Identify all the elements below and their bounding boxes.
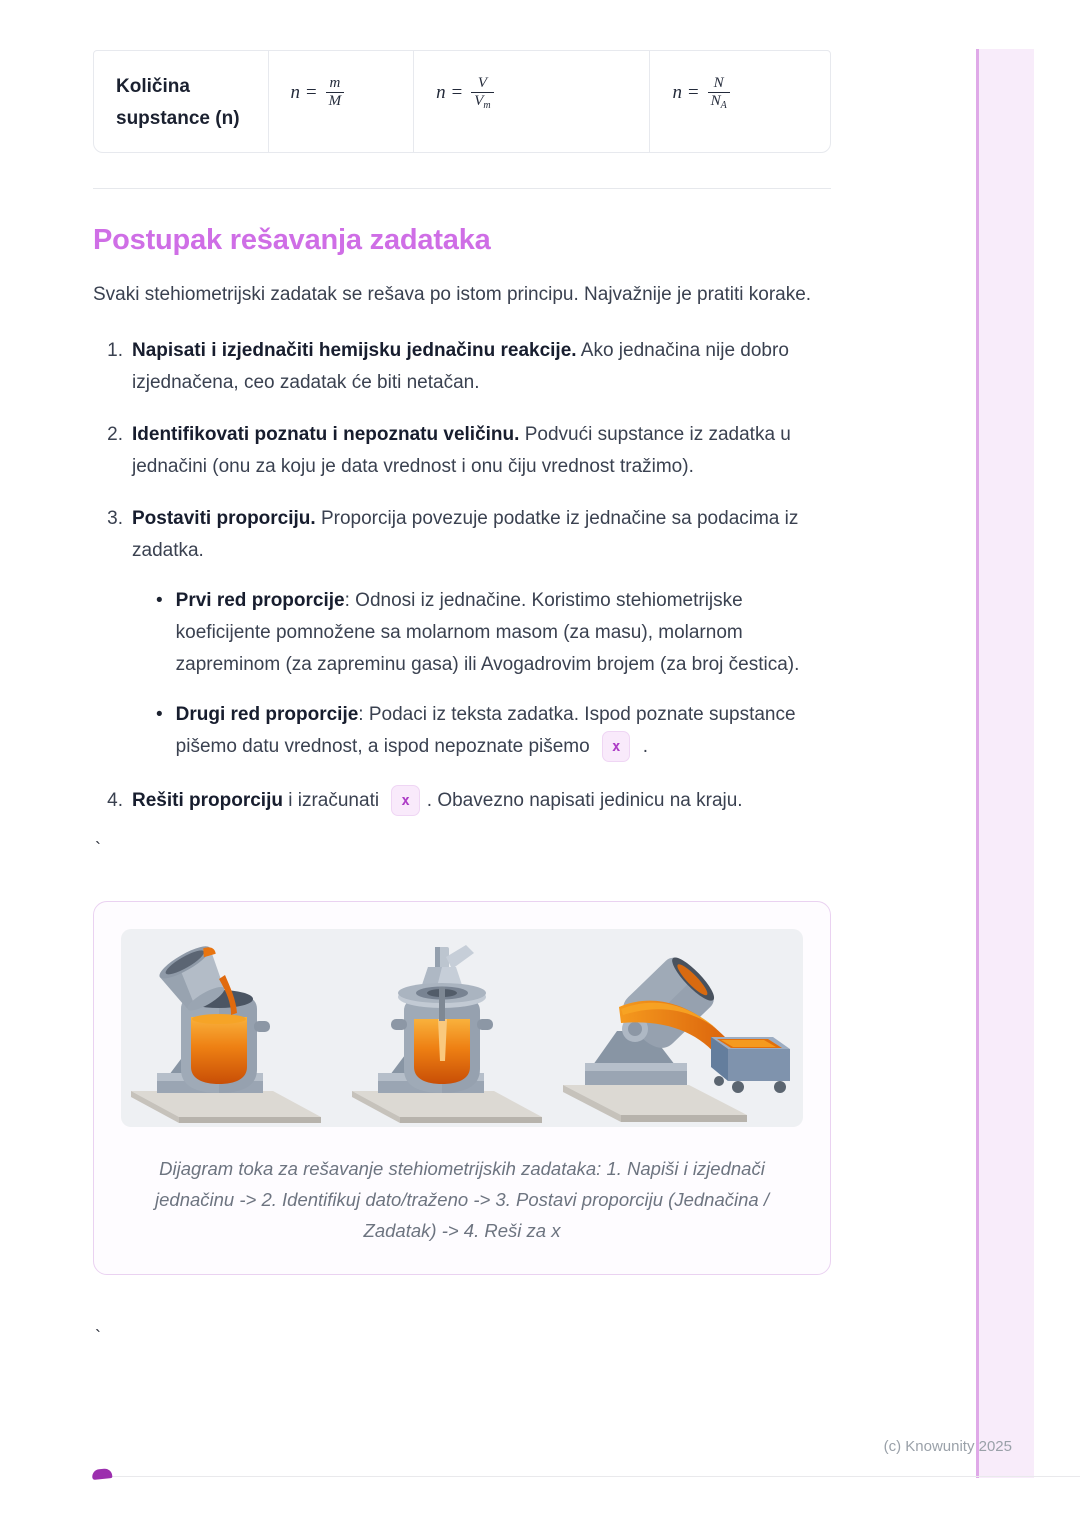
intro-paragraph: Svaki stehiometrijski zadatak se rešava po istom principu. Najvažnije je pratiti korake.	[93, 284, 812, 305]
document-page	[93, 0, 831, 1353]
step-item-4	[103, 785, 831, 817]
step-number: 4.	[107, 790, 123, 811]
section-divider	[93, 188, 831, 189]
section-heading: Postupak rešavanja zadataka	[93, 224, 491, 256]
step-item-3	[103, 503, 831, 765]
formula-n-m-over-M: n = $\frac{m}{M}$	[291, 75, 345, 112]
step-lead: Napisati i izjednačiti hemijsku jednačinu reakcije.	[132, 340, 577, 361]
bullet-item-2	[156, 699, 831, 763]
step-text: Podvući supstance iz zadatka u jednačini (onu za koju je data vrednost i onu čiju vrednost tražimo).	[132, 424, 791, 477]
step-lead: Rešiti proporciju	[132, 790, 283, 811]
step-number: 1.	[107, 340, 123, 361]
step-item-1	[103, 335, 831, 399]
page-break-divider	[96, 1476, 1080, 1477]
step-lead: Identifikovati poznatu i nepoznatu veličinu.	[132, 424, 520, 445]
stray-backtick: `	[95, 839, 101, 859]
steps-list	[93, 335, 831, 817]
foundry-illustration-image	[121, 929, 803, 1127]
furnace-with-oxygen-lance-icon	[352, 945, 548, 1125]
step-number: 2.	[107, 424, 123, 445]
step-number: 3.	[107, 508, 123, 529]
proportion-bullet-list	[132, 585, 831, 763]
figure-card	[93, 901, 831, 1275]
bullet-lead: Prvi red proporcije	[175, 590, 345, 611]
formula-cell-volume	[413, 51, 649, 152]
figure-caption: Dijagram toka za rešavanje stehiometrijskih zadataka: 1. Napiši i izjednači jednačinu -> 2. Identifikuj dato/traženo -> 3. Postavi proporciju (Jednačina / Zadatak) -> 4. Reši za x	[155, 1158, 769, 1241]
ladle-pouring-into-furnace-icon	[127, 945, 339, 1125]
step-lead: Postaviti proporciju.	[132, 508, 316, 529]
bullet-icon: •	[156, 704, 163, 725]
step-text: Proporcija povezuje podatke iz jednačine sa podacima iz zadatka.	[132, 508, 799, 561]
formula-cell-mass	[268, 51, 414, 152]
formula-cell-particles	[649, 51, 830, 152]
formula-table	[93, 50, 831, 153]
formula-n-V-over-Vm: n = $\frac{V}{V_m}$	[436, 75, 493, 112]
bullet-text: : Odnosi iz jednačine. Koristimo stehiometrijske koeficijente pomnožene sa molarnom masom (za masu), molarnom zapreminom (za zapreminu gasa) ili Avogadrovim brojem (za broj čestica).	[175, 590, 800, 675]
formula-n-N-over-NA: n = $\frac{N}{N_A}$	[672, 75, 729, 112]
furnace-tapping-into-cart-icon	[561, 945, 797, 1125]
next-section-cutoff-mark	[92, 1468, 113, 1480]
bullet-item-1	[156, 585, 831, 681]
table-row-label: Količina supstance (n)	[116, 76, 240, 129]
step-text: i izračunati	[282, 790, 385, 811]
copyright-note: (c) Knowunity 2025	[883, 1438, 1012, 1455]
x-variable-badge: x	[602, 731, 630, 762]
page-scrollbar[interactable]	[976, 49, 1034, 1478]
bullet-text: : Podaci iz teksta zadatka. Ispod poznate supstance pišemo datu vrednost, a ispod nepoznate pišemo	[175, 704, 796, 757]
x-variable-badge: x	[391, 785, 419, 816]
stray-backtick: `	[95, 1327, 101, 1347]
bullet-icon: •	[156, 590, 163, 611]
bullet-lead: Drugi red proporcije	[175, 704, 359, 725]
bullet-tail: .	[637, 736, 648, 757]
step-item-2	[103, 419, 831, 483]
step-tail: . Obavezno napisati jedinicu na kraju.	[426, 790, 743, 811]
step-text: Ako jednačina nije dobro izjednačena, ceo zadatak će biti netačan.	[132, 340, 789, 393]
